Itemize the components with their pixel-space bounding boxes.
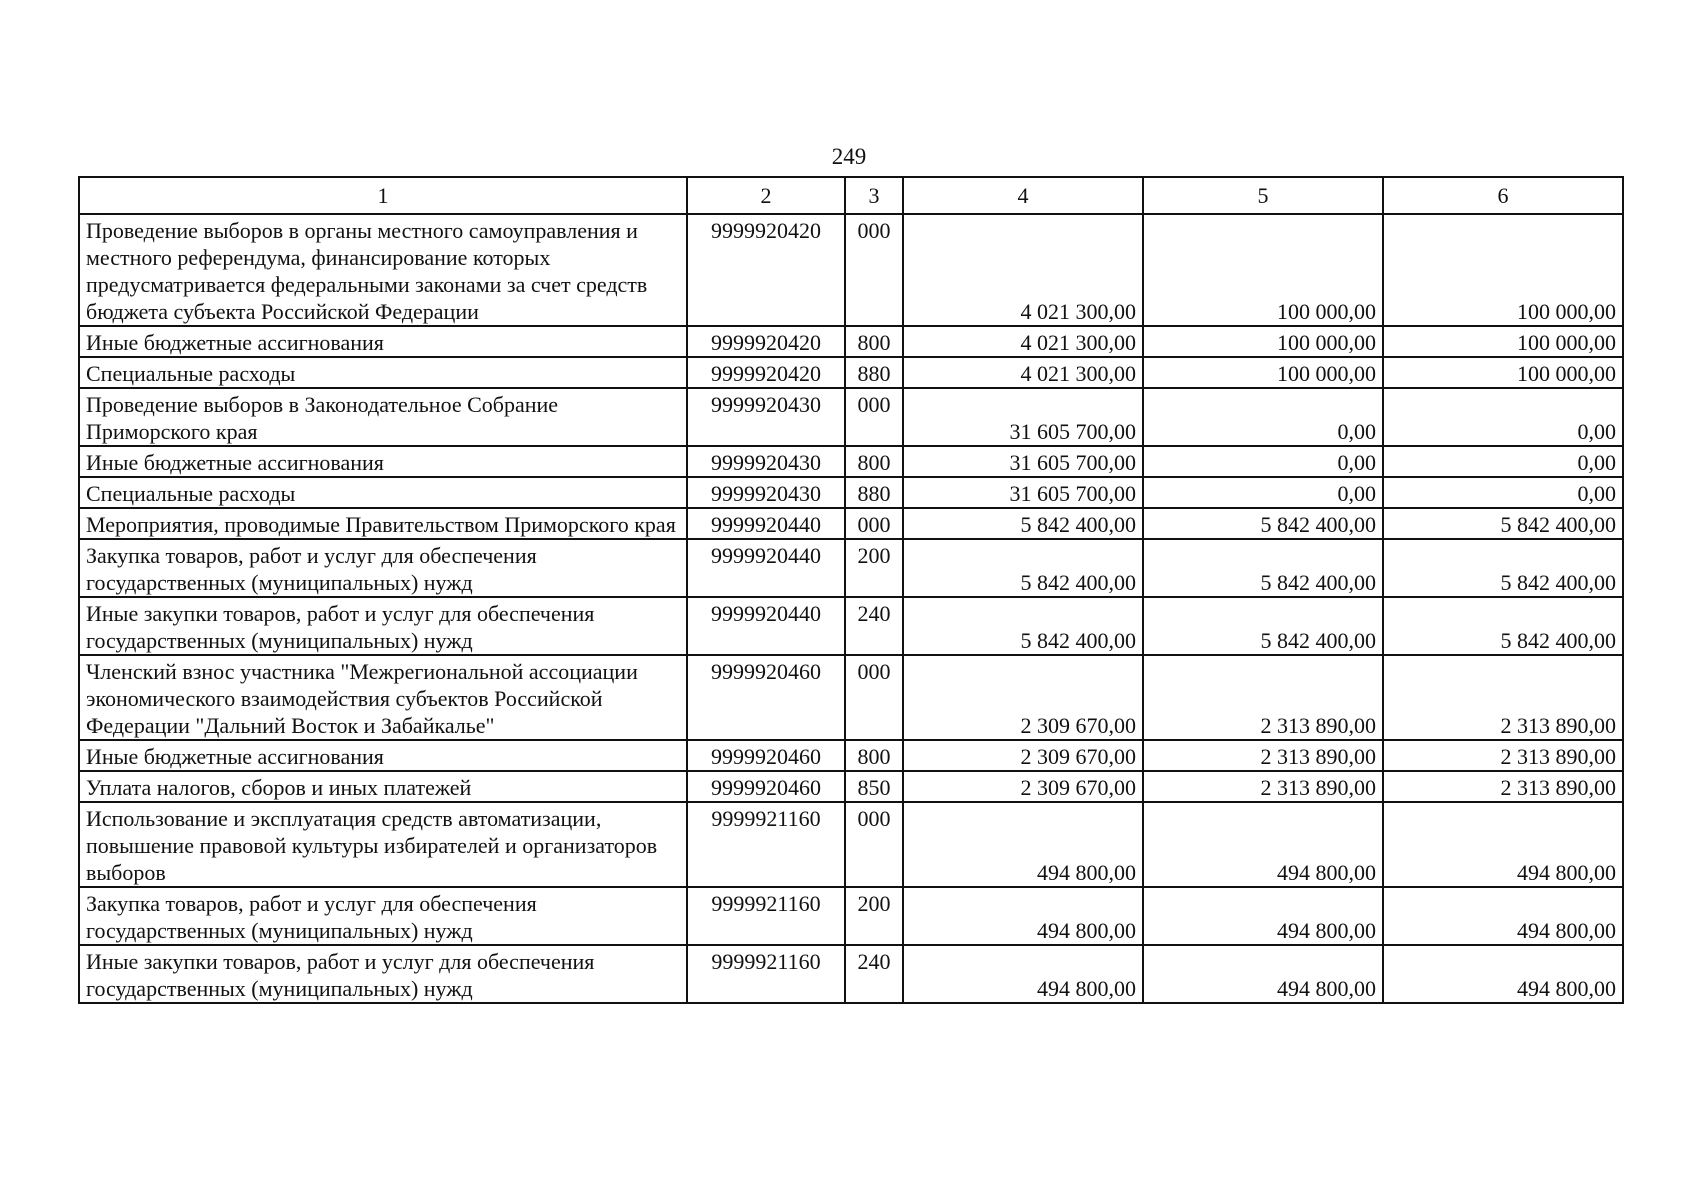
target-article-code: 9999920430 (687, 477, 845, 508)
item-name: Специальные расходы (79, 477, 687, 508)
table-row (79, 945, 1623, 1003)
item-name: Проведение выборов в Законодательное Собрание Приморского края (79, 388, 687, 446)
amount-column-4: 31 605 700,00 (903, 477, 1143, 508)
amount-column-5: 100 000,00 (1143, 214, 1383, 326)
amount-column-5: 494 800,00 (1143, 802, 1383, 887)
target-article-code: 9999920440 (687, 508, 845, 539)
item-name: Иные закупки товаров, работ и услуг для обеспечения государственных (муниципальных) нужд (79, 597, 687, 655)
amount-column-6: 2 313 890,00 (1383, 740, 1623, 771)
item-name: Иные бюджетные ассигнования (79, 446, 687, 477)
item-name: Проведение выборов в органы местного самоуправления и местного референдума, финансирование которых предусматривается федеральными законами за счет средств бюджета субъекта Российской Федерации (79, 214, 687, 326)
table-header (79, 177, 1623, 214)
amount-column-4: 494 800,00 (903, 945, 1143, 1003)
table-row (79, 508, 1623, 539)
amount-column-6: 2 313 890,00 (1383, 771, 1623, 802)
table-row (79, 214, 1623, 326)
amount-column-5: 100 000,00 (1143, 357, 1383, 388)
table-row (79, 802, 1623, 887)
amount-column-4: 2 309 670,00 (903, 740, 1143, 771)
amount-column-4: 494 800,00 (903, 887, 1143, 945)
expense-type-code: 000 (845, 214, 903, 326)
item-name: Специальные расходы (79, 357, 687, 388)
amount-column-6: 5 842 400,00 (1383, 508, 1623, 539)
target-article-code: 9999920420 (687, 214, 845, 326)
table-body (79, 214, 1623, 1003)
amount-column-6: 0,00 (1383, 446, 1623, 477)
target-article-code: 9999920420 (687, 326, 845, 357)
item-name: Иные бюджетные ассигнования (79, 740, 687, 771)
column-header-6: 6 (1383, 177, 1623, 214)
amount-column-4: 2 309 670,00 (903, 655, 1143, 740)
expense-type-code: 850 (845, 771, 903, 802)
column-header-4: 4 (903, 177, 1143, 214)
target-article-code: 9999920460 (687, 771, 845, 802)
amount-column-4: 31 605 700,00 (903, 388, 1143, 446)
amount-column-4: 31 605 700,00 (903, 446, 1143, 477)
amount-column-5: 5 842 400,00 (1143, 508, 1383, 539)
table-row (79, 740, 1623, 771)
expense-type-code: 240 (845, 597, 903, 655)
expense-type-code: 800 (845, 740, 903, 771)
expense-type-code: 200 (845, 887, 903, 945)
target-article-code: 9999920440 (687, 597, 845, 655)
amount-column-6: 5 842 400,00 (1383, 597, 1623, 655)
target-article-code: 9999920460 (687, 655, 845, 740)
amount-column-5: 494 800,00 (1143, 887, 1383, 945)
amount-column-5: 0,00 (1143, 446, 1383, 477)
amount-column-4: 4 021 300,00 (903, 214, 1143, 326)
expense-type-code: 000 (845, 508, 903, 539)
amount-column-4: 4 021 300,00 (903, 357, 1143, 388)
item-name: Закупка товаров, работ и услуг для обеспечения государственных (муниципальных) нужд (79, 887, 687, 945)
column-header-2: 2 (687, 177, 845, 214)
amount-column-6: 494 800,00 (1383, 945, 1623, 1003)
table-row (79, 326, 1623, 357)
expense-type-code: 000 (845, 655, 903, 740)
amount-column-4: 2 309 670,00 (903, 771, 1143, 802)
item-name: Закупка товаров, работ и услуг для обеспечения государственных (муниципальных) нужд (79, 539, 687, 597)
amount-column-6: 2 313 890,00 (1383, 655, 1623, 740)
amount-column-6: 5 842 400,00 (1383, 539, 1623, 597)
amount-column-6: 100 000,00 (1383, 214, 1623, 326)
table-row (79, 477, 1623, 508)
amount-column-5: 100 000,00 (1143, 326, 1383, 357)
page-number: 249 (831, 144, 867, 169)
amount-column-6: 0,00 (1383, 477, 1623, 508)
amount-column-4: 5 842 400,00 (903, 597, 1143, 655)
target-article-code: 9999921160 (687, 945, 845, 1003)
amount-column-4: 5 842 400,00 (903, 508, 1143, 539)
amount-column-5: 494 800,00 (1143, 945, 1383, 1003)
table-row (79, 887, 1623, 945)
item-name: Мероприятия, проводимые Правительством Приморского края (79, 508, 687, 539)
amount-column-6: 494 800,00 (1383, 802, 1623, 887)
table-row (79, 539, 1623, 597)
item-name: Иные закупки товаров, работ и услуг для обеспечения государственных (муниципальных) нужд (79, 945, 687, 1003)
amount-column-4: 5 842 400,00 (903, 539, 1143, 597)
column-header-1: 1 (79, 177, 687, 214)
amount-column-6: 100 000,00 (1383, 357, 1623, 388)
expense-type-code: 200 (845, 539, 903, 597)
table-row (79, 597, 1623, 655)
target-article-code: 9999920430 (687, 446, 845, 477)
expense-type-code: 800 (845, 446, 903, 477)
target-article-code: 9999920430 (687, 388, 845, 446)
item-name: Уплата налогов, сборов и иных платежей (79, 771, 687, 802)
table-row (79, 388, 1623, 446)
table-row (79, 655, 1623, 740)
amount-column-5: 5 842 400,00 (1143, 539, 1383, 597)
amount-column-5: 0,00 (1143, 388, 1383, 446)
item-name: Членский взнос участника "Межрегиональной ассоциации экономического взаимодействия субъектов Российской Федерации "Дальний Восток и Забайкалье" (79, 655, 687, 740)
amount-column-4: 494 800,00 (903, 802, 1143, 887)
amount-column-4: 4 021 300,00 (903, 326, 1143, 357)
expense-type-code: 000 (845, 802, 903, 887)
amount-column-5: 2 313 890,00 (1143, 771, 1383, 802)
expense-type-code: 880 (845, 477, 903, 508)
table-row (79, 446, 1623, 477)
table-row (79, 771, 1623, 802)
header-row (79, 177, 1623, 214)
amount-column-6: 100 000,00 (1383, 326, 1623, 357)
item-name: Использование и эксплуатация средств автоматизации, повышение правовой культуры избирателей и организаторов выборов (79, 802, 687, 887)
target-article-code: 9999921160 (687, 887, 845, 945)
amount-column-5: 2 313 890,00 (1143, 655, 1383, 740)
target-article-code: 9999920420 (687, 357, 845, 388)
amount-column-5: 5 842 400,00 (1143, 597, 1383, 655)
amount-column-6: 0,00 (1383, 388, 1623, 446)
table-row (79, 357, 1623, 388)
column-header-3: 3 (845, 177, 903, 214)
target-article-code: 9999920460 (687, 740, 845, 771)
expense-type-code: 800 (845, 326, 903, 357)
amount-column-5: 0,00 (1143, 477, 1383, 508)
target-article-code: 9999921160 (687, 802, 845, 887)
budget-table (78, 176, 1624, 1004)
amount-column-5: 2 313 890,00 (1143, 740, 1383, 771)
item-name: Иные бюджетные ассигнования (79, 326, 687, 357)
expense-type-code: 000 (845, 388, 903, 446)
expense-type-code: 880 (845, 357, 903, 388)
target-article-code: 9999920440 (687, 539, 845, 597)
expense-type-code: 240 (845, 945, 903, 1003)
column-header-5: 5 (1143, 177, 1383, 214)
amount-column-6: 494 800,00 (1383, 887, 1623, 945)
